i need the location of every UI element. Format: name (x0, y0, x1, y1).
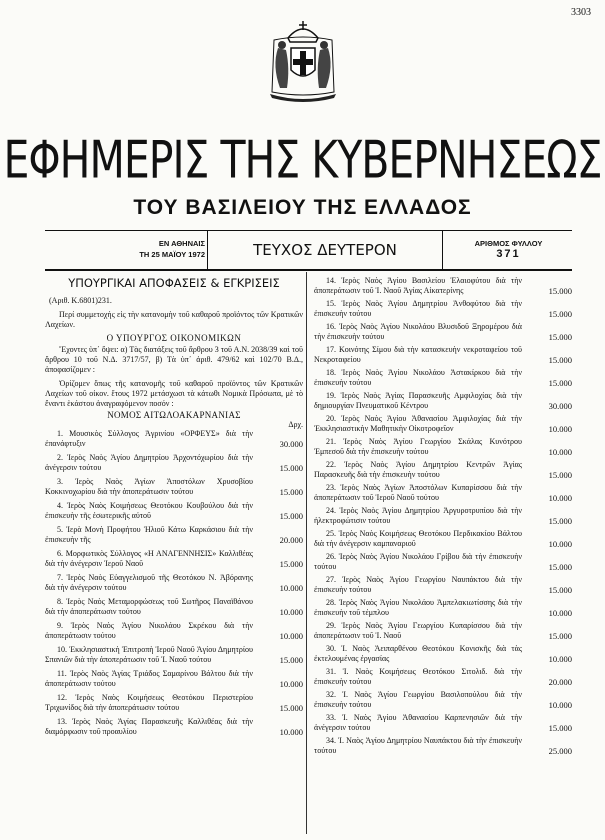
list-item (314, 552, 572, 572)
item-amount: 15.000 (279, 463, 303, 473)
item-text: 8. Ἱερὸς Ναὸς Μεταμορφώσεως τοῦ Σωτῆρος Παναϊθάνου διὰ τὴν ἀποπεράτωσιν τούτου (45, 597, 253, 616)
item-amount: 10.000 (279, 679, 303, 689)
list-item (45, 429, 303, 449)
item-text: 26. Ἱερὸς Ναὸς Ἁγίου Νικολάου Γρίβου διὰ τὴν ἐπισκευὴν τούτου (314, 552, 522, 571)
item-text: 21. Ἱερὸς Ναὸς Ἁγίου Γεωργίου Σκάλας Κυνότρου Ἐμπεσοῦ διὰ τὴν ἐπισκευὴν τούτου (314, 437, 522, 456)
item-text: 18. Ἱερὸς Ναὸς Ἁγίου Νικολάου Ἀστακίρκου διὰ τὴν ἐπισκευὴν τούτου (314, 368, 522, 387)
item-amount: 10.000 (548, 447, 572, 457)
item-text: 29. Ἱερὸς Ναὸς Ἁγίου Γεωργίου Κυπαρίσσου διὰ τὴν ἀποπεράτωσιν τοῦ Ἱ. Ναοῦ (314, 621, 522, 640)
item-amount: 15.000 (548, 470, 572, 480)
section-title: ΥΠΟΥΡΓΙΚΑΙ ΑΠΟΦΑΣΕΙΣ & ΕΓΚΡΙΣΕΙΣ (68, 276, 280, 290)
item-amount: 15.000 (548, 631, 572, 641)
item-amount: 15.000 (548, 723, 572, 733)
item-amount: 10.000 (279, 583, 303, 593)
item-text: 23. Ἱερὸς Ναὸς Ἁγίων Ἀποστόλων Κυπαρίσσου διὰ τὴν ἀποπεράτωσιν τοῦ Ἱεροῦ Ναοῦ τούτου (314, 483, 522, 502)
list-item (45, 693, 303, 713)
item-amount: 10.000 (548, 700, 572, 710)
masthead-series: ΤΕΥΧΟΣ ΔΕΥΤΕΡΟΝ (207, 231, 443, 269)
list-item (45, 597, 303, 617)
item-amount: 15.000 (279, 487, 303, 497)
masthead-bar (45, 230, 572, 271)
list-item (45, 525, 303, 545)
item-amount: 15.000 (548, 309, 572, 319)
list-item (314, 437, 572, 457)
decision-considering: Ἔχοντες ὑπ᾿ ὄψει: α) Τὰς διατάξεις τοῦ ἄρθρου 3 τοῦ Α.Ν. 2038/39 καὶ τοῦ ἄρθρου 10 τοῦ Ν.Δ. 3717/57, β) Τὰ ὑπ᾿ ἀριθ. 479/62 καὶ 102/70 Β.Δ., ἀποφασίζομεν : (45, 345, 303, 374)
issue-label: ΑΡΙΘΜΟΣ ΦΥΛΛΟΥ (474, 239, 543, 248)
left-column (45, 276, 303, 741)
list-item (314, 713, 572, 733)
right-column (314, 276, 572, 759)
list-item (45, 621, 303, 641)
item-amount: 10.000 (548, 608, 572, 618)
list-item (45, 501, 303, 521)
item-text: 13. Ἱερὸς Ναὸς Ἁγίας Παρασκευῆς Καλλιθέας διὰ τὴν διαμόρφωσιν τοῦ προαυλίου (45, 717, 253, 736)
item-amount: 15.000 (279, 511, 303, 521)
item-text: 20. Ἱερὸς Ναὸς Ἁγίου Ἀθανασίου Ἀμφιλοχίας διὰ τὴν Ἐκκλησιαστικὴν Μαθητικὴν Οἰκοτροφεῖον (314, 414, 522, 433)
item-text: 34. Ἱ. Ναὸς Ἁγίου Δημητρίου Ναυπάκτου διὰ τὴν ἐπισκευὴν τούτου (314, 736, 522, 755)
page-number: 3303 (571, 7, 591, 18)
item-text: 6. Μορφωτικὸς Σύλλογος «Η ΑΝΑΓΕΝΝΗΣΙΣ» Καλλιθέας διὰ τὴν ἀνέγερσιν Ἱεροῦ Ναοῦ (45, 549, 253, 568)
item-text: 9. Ἱερὸς Ναὸς Ἁγίου Νικολάου Σκρέκου διὰ τὴν ἀποπεράτωσιν τούτου (45, 621, 253, 640)
item-text: 19. Ἱερὸς Ναὸς Ἁγίας Παρασκευῆς Αμφιλοχίας διὰ τὴν δημιουργίαν Πνευματικοῦ Κέντρου (314, 391, 522, 410)
item-text: 11. Ἱερὸς Ναὸς Ἁγίας Τριάδος Σαμαρίνου Βάλτου διὰ τὴν ἀποπεράτωσιν τούτου (45, 669, 253, 688)
list-item (314, 345, 572, 365)
list-item (314, 460, 572, 480)
decision-reference: (Αριθ. Κ.6801)231. (49, 296, 112, 305)
item-text: 7. Ἱερὸς Ναὸς Εὐαγγελισμοῦ τῆς Θεοτόκου Ν. Ἀβόρανης διὰ τὴν ἀνέγερσιν τούτου (45, 573, 253, 592)
list-item (45, 645, 303, 665)
item-amount: 10.000 (279, 607, 303, 617)
item-text: 32. Ἱ. Ναὸς Ἁγίου Γεωργίου Βασιλοπούλου διὰ τὴν ἐπισκευὴν τούτου (314, 690, 522, 709)
list-item (314, 667, 572, 687)
decision-authority: Ο ΥΠΟΥΡΓΟΣ ΟΙΚΟΝΟΜΙΚΩΝ (106, 333, 242, 343)
prefecture-heading: ΝΟΜΟΣ ΑΙΤΩΛΟΑΚΑΡΝΑΝΙΑΣ (107, 410, 241, 420)
list-item (314, 736, 572, 756)
item-amount: 15.000 (279, 655, 303, 665)
column-divider (306, 272, 307, 834)
decision-text: Ὁρίζομεν ὅπως τῆς κατανομῆς τοῦ καθαροῦ προϊόντος τῶν Κρατικῶν Λαχείων τοῦ οἰκον. ἔτους 1972 μετάσχωσι τὰ κάτωθι Νομικὰ Πρόσωπα, μὲ τὸ ἔναντι ἑκάστου ἀναγραφόμενον ποσόν : (45, 379, 303, 408)
masthead-place-date (45, 238, 205, 260)
item-amount: 15.000 (279, 703, 303, 713)
item-amount: 15.000 (548, 562, 572, 572)
list-item (314, 368, 572, 388)
item-amount: 10.000 (548, 539, 572, 549)
item-text: 14. Ἱερὸς Ναὸς Ἁγίου Βασιλείου Ἐλαιοφύτου διὰ τὴν ἀποπεράτωσιν τοῦ Ἱ. Ναοῦ Ἁγίας Αἰκατερίνης (314, 276, 522, 295)
item-text: 27. Ἱερὸς Ναὸς Ἁγίου Γεωργίου Ναυπάκτου διὰ τὴν ἐπισκευὴν τούτου (314, 575, 522, 594)
list-item (314, 529, 572, 549)
newspaper-title: ΕΦΗΜΕΡΙΣ ΤΗΣ ΚΥΒΕΡΝΗΣΕΩΣ (3, 130, 602, 190)
list-item (45, 573, 303, 593)
list-item (314, 575, 572, 595)
list-item (45, 453, 303, 473)
item-text: 33. Ἱ. Ναὸς Ἁγίου Ἀθανασίου Καρπενησιῶν διὰ τὴν ἀνέγερσιν τούτου (314, 713, 522, 732)
newspaper-subtitle: ΤΟΥ ΒΑΣΙΛΕΙΟΥ ΤΗΣ ΕΛΛΑΔΟΣ (133, 196, 472, 219)
item-text: 2. Ἱερὸς Ναὸς Ἁγίου Δημητρίου Ἀρχοντόχωρίου διὰ τὴν ἀνέγερσιν τούτου (45, 453, 253, 472)
list-item (314, 299, 572, 319)
item-text: 5. Ἱερὰ Μονὴ Προφήτου Ἠλιοῦ Κάτω Καρκάσιου διὰ τὴν ἐπισκευὴν τῆς (45, 525, 253, 544)
item-amount: 10.000 (279, 727, 303, 737)
item-amount: 20.000 (548, 677, 572, 687)
right-items-list (314, 276, 572, 756)
item-text: 30. Ἱ. Ναὸς Ἀειπαρθένου Θεοτόκου Κονισκῆς διὰ τὰς ἐκτελουμένας ἐργασίας (314, 644, 522, 663)
coat-of-arms-icon (260, 18, 346, 104)
list-item (45, 477, 303, 497)
item-text: 24. Ἱερὸς Ναὸς Ἁγίου Δημητρίου Ἀργυροτρυπίου διὰ τὴν ἠλεκτροφώτισιν τούτου (314, 506, 522, 525)
item-text: 15. Ἱερὸς Ναὸς Ἁγίου Δημητρίου Ἀνθοφύτου διὰ τὴν ἐπισκευὴν τούτου (314, 299, 522, 318)
item-amount: 30.000 (548, 401, 572, 411)
item-amount: 20.000 (279, 535, 303, 545)
left-items-list (45, 429, 303, 737)
item-text: 25. Ἱερὸς Ναὸς Κοιμήσεως Θεοτόκου Περδικακίου Βάλτου διὰ τὴν ἀνέγερσιν καμπαναριοῦ (314, 529, 522, 548)
item-text: 16. Ἱερὸς Ναὸς Ἁγίου Νικολάου Βλυσιδοῦ Ξηρομέρου διὰ τὴν ἐπισκευὴν τούτου (314, 322, 522, 341)
item-amount: 15.000 (548, 332, 572, 342)
item-amount: 30.000 (279, 439, 303, 449)
item-amount: 10.000 (548, 654, 572, 664)
list-item (314, 621, 572, 641)
item-text: 12. Ἱερὸς Ναὸς Κοιμήσεως Θεοτόκου Περιστερίου Τριχωνίδος διὰ τὴν ἀποπεράτωσιν τούτου (45, 693, 253, 712)
item-text: 1. Μουσικὸς Σύλλογος Ἀγρινίου «ΟΡΦΕΥΣ» διὰ τὴν ἐπανάφτυξιν (45, 429, 253, 448)
item-amount: 25.000 (548, 746, 572, 756)
issue-number: 371 (496, 248, 521, 260)
masthead-issue (445, 238, 572, 260)
item-text: 31. Ἱ. Ναὸς Κοιμήσεως Θεοτόκου Σιτολιδ. διὰ τὴν ἐπισκευὴν τούτου (314, 667, 522, 686)
item-amount: 10.000 (548, 493, 572, 503)
list-item (45, 717, 303, 737)
item-text: 17. Κοινότης Σίμου διὰ τὴν κατασκευὴν νεκροταφείου τοῦ Νεκροταφείου (314, 345, 522, 364)
list-item (45, 669, 303, 689)
list-item (314, 644, 572, 664)
currency-label: Δρχ. (288, 420, 303, 429)
item-amount: 15.000 (279, 559, 303, 569)
item-text: 28. Ἱερὸς Ναὸς Ἁγίου Νικολάου Ἀμπελακιωτίσσης διὰ τὴν ἐπισκευὴν τοῦ τέμπλου (314, 598, 522, 617)
item-text: 10. Ἐκκλησιαστικὴ Ἐπιτροπὴ Ἱεροῦ Ναοῦ Ἁγίου Δημητρίου Σπανιῶν διὰ τὴν ἀποπεράτωσιν τοῦ Ἱ. Ναοῦ τούτου (45, 645, 253, 664)
list-item (314, 598, 572, 618)
list-item (314, 690, 572, 710)
item-text: 3. Ἱερὸς Ναὸς Ἁγίων Ἀποστόλων Χρυσοβίου Κοκκινοχωρίου διὰ τὴν ἀποπεράτωσιν τούτου (45, 477, 253, 496)
list-item (314, 276, 572, 296)
list-item (314, 506, 572, 526)
list-item (314, 322, 572, 342)
item-amount: 10.000 (279, 631, 303, 641)
item-amount: 10.000 (548, 424, 572, 434)
item-text: 4. Ἱερὸς Ναὸς Κοιμήσεως Θεοτόκου Κουβούλου διὰ τὴν ἐπισκευὴν τῆς ἐσωτερικῆς αὐτοῦ (45, 501, 253, 520)
item-amount: 15.000 (548, 585, 572, 595)
item-amount: 15.000 (548, 378, 572, 388)
list-item (314, 391, 572, 411)
masthead-place: ΕΝ ΑΘΗΝΑΙΣ (158, 239, 205, 248)
list-item (314, 414, 572, 434)
item-amount: 15.000 (548, 355, 572, 365)
item-amount: 15.000 (548, 286, 572, 296)
decision-subject: Περί συμμετοχής εἰς τὴν κατανομὴν τοῦ καθαροῦ προϊόντος τῶν Κρατικῶν Λαχείων. (45, 310, 303, 329)
list-item (45, 549, 303, 569)
item-text: 22. Ἱερὸς Ναὸς Ἁγίου Δημητρίου Κεντρῶν Ἁγίας Παρασκευῆς διὰ τὴν ἐπισκευὴν τούτου (314, 460, 522, 479)
masthead-date: ΤΗ 25 ΜΑΪΟΥ 1972 (139, 250, 205, 259)
list-item (314, 483, 572, 503)
item-amount: 15.000 (548, 516, 572, 526)
